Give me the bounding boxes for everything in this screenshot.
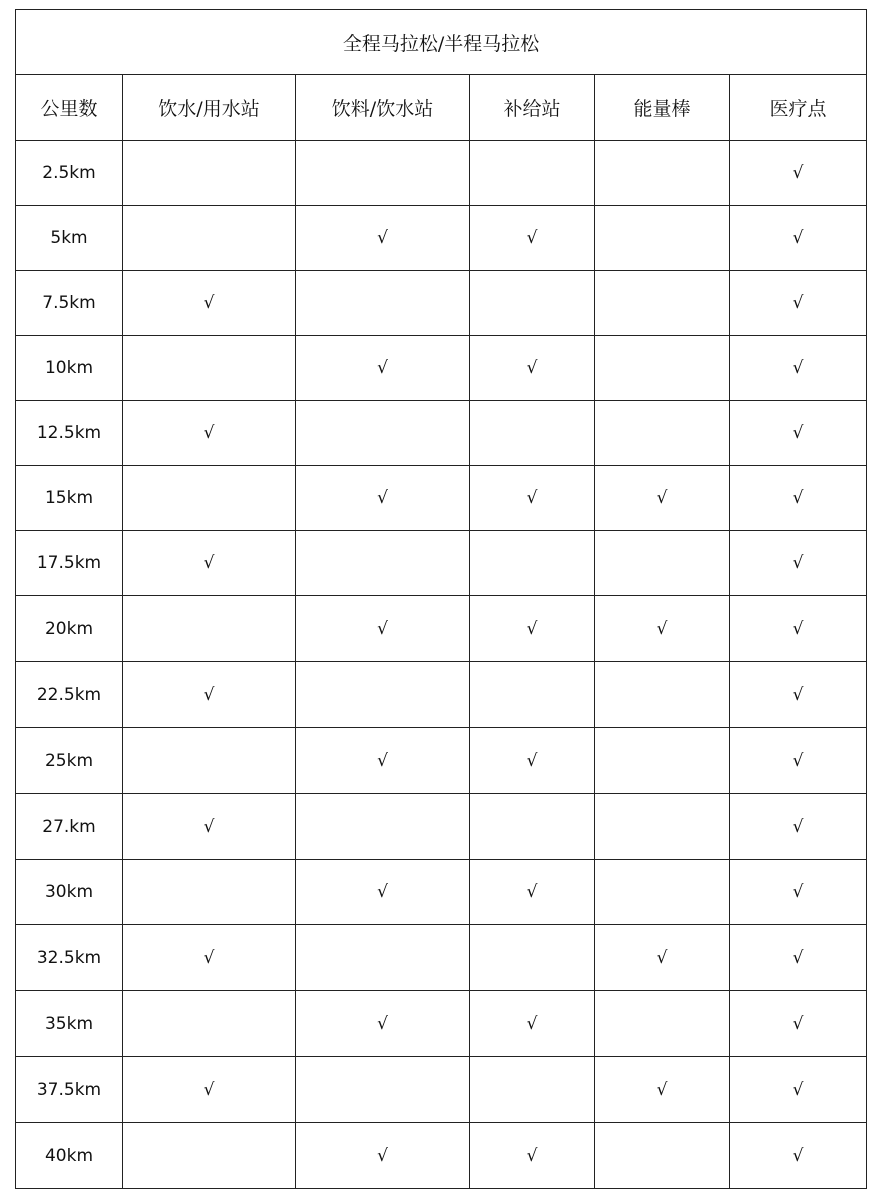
drink-station-mark <box>296 925 470 991</box>
drink-station-mark <box>296 794 470 860</box>
energy-bar-mark <box>595 794 730 860</box>
table-row <box>16 925 867 991</box>
km-cell: 5km <box>16 206 123 271</box>
medical-point-mark: √ <box>730 141 867 206</box>
km-cell: 12.5km <box>16 401 123 466</box>
medical-point-mark: √ <box>730 662 867 728</box>
drink-station-mark: √ <box>296 1123 470 1189</box>
drink-station-mark: √ <box>296 206 470 271</box>
energy-bar-mark <box>595 991 730 1057</box>
table-row <box>16 1123 867 1189</box>
supply-station-mark <box>470 662 595 728</box>
table-row <box>16 662 867 728</box>
supply-station-mark: √ <box>470 991 595 1057</box>
supply-station-mark <box>470 1057 595 1123</box>
energy-bar-mark <box>595 141 730 206</box>
km-cell: 25km <box>16 728 123 794</box>
km-cell: 2.5km <box>16 141 123 206</box>
medical-point-mark: √ <box>730 336 867 401</box>
supply-station-mark: √ <box>470 336 595 401</box>
drink-station-mark: √ <box>296 728 470 794</box>
water-station-mark: √ <box>123 662 296 728</box>
medical-point-mark: √ <box>730 1057 867 1123</box>
supply-station-mark <box>470 401 595 466</box>
km-cell: 7.5km <box>16 271 123 336</box>
water-station-mark <box>123 206 296 271</box>
drink-station-mark: √ <box>296 991 470 1057</box>
header-drink-station: 饮料/饮水站 <box>296 75 470 141</box>
supply-station-mark <box>470 141 595 206</box>
water-station-mark: √ <box>123 794 296 860</box>
km-cell: 30km <box>16 860 123 925</box>
km-cell: 40km <box>16 1123 123 1189</box>
energy-bar-mark: √ <box>595 596 730 662</box>
medical-point-mark: √ <box>730 991 867 1057</box>
table-row <box>16 1057 867 1123</box>
km-cell: 27.km <box>16 794 123 860</box>
table-row <box>16 531 867 596</box>
table-row <box>16 336 867 401</box>
water-station-mark: √ <box>123 531 296 596</box>
energy-bar-mark: √ <box>595 925 730 991</box>
drink-station-mark: √ <box>296 596 470 662</box>
header-medical-point: 医疗点 <box>730 75 867 141</box>
energy-bar-mark <box>595 401 730 466</box>
water-station-mark <box>123 860 296 925</box>
km-cell: 20km <box>16 596 123 662</box>
title-row <box>16 10 867 75</box>
water-station-mark <box>123 991 296 1057</box>
medical-point-mark: √ <box>730 860 867 925</box>
table-row <box>16 596 867 662</box>
water-station-mark <box>123 596 296 662</box>
drink-station-mark <box>296 141 470 206</box>
supply-station-mark: √ <box>470 1123 595 1189</box>
drink-station-mark: √ <box>296 466 470 531</box>
table-row <box>16 401 867 466</box>
table-row <box>16 206 867 271</box>
drink-station-mark <box>296 662 470 728</box>
medical-point-mark: √ <box>730 206 867 271</box>
supply-station-mark <box>470 271 595 336</box>
km-cell: 37.5km <box>16 1057 123 1123</box>
energy-bar-mark <box>595 271 730 336</box>
medical-point-mark: √ <box>730 466 867 531</box>
header-water-station: 饮水/用水站 <box>123 75 296 141</box>
table-row <box>16 794 867 860</box>
header-energy-bar: 能量棒 <box>595 75 730 141</box>
km-cell: 22.5km <box>16 662 123 728</box>
water-station-mark <box>123 336 296 401</box>
drink-station-mark <box>296 1057 470 1123</box>
marathon-aid-station-table <box>15 9 867 1189</box>
km-cell: 15km <box>16 466 123 531</box>
table-row <box>16 466 867 531</box>
header-km: 公里数 <box>16 75 123 141</box>
supply-station-mark <box>470 794 595 860</box>
energy-bar-mark <box>595 1123 730 1189</box>
energy-bar-mark: √ <box>595 1057 730 1123</box>
supply-station-mark: √ <box>470 596 595 662</box>
medical-point-mark: √ <box>730 728 867 794</box>
medical-point-mark: √ <box>730 271 867 336</box>
water-station-mark: √ <box>123 271 296 336</box>
km-cell: 17.5km <box>16 531 123 596</box>
water-station-mark: √ <box>123 925 296 991</box>
table-title: 全程马拉松/半程马拉松 <box>16 10 867 75</box>
energy-bar-mark <box>595 206 730 271</box>
supply-station-mark <box>470 531 595 596</box>
drink-station-mark <box>296 531 470 596</box>
water-station-mark: √ <box>123 401 296 466</box>
medical-point-mark: √ <box>730 401 867 466</box>
km-cell: 32.5km <box>16 925 123 991</box>
supply-station-mark: √ <box>470 466 595 531</box>
medical-point-mark: √ <box>730 1123 867 1189</box>
supply-station-mark: √ <box>470 860 595 925</box>
energy-bar-mark <box>595 728 730 794</box>
water-station-mark: √ <box>123 1057 296 1123</box>
medical-point-mark: √ <box>730 531 867 596</box>
drink-station-mark <box>296 401 470 466</box>
energy-bar-mark <box>595 860 730 925</box>
medical-point-mark: √ <box>730 794 867 860</box>
energy-bar-mark <box>595 662 730 728</box>
supply-station-mark <box>470 925 595 991</box>
medical-point-mark: √ <box>730 925 867 991</box>
table-row <box>16 860 867 925</box>
water-station-mark <box>123 1123 296 1189</box>
table-row <box>16 271 867 336</box>
drink-station-mark: √ <box>296 860 470 925</box>
header-supply-station: 补给站 <box>470 75 595 141</box>
supply-station-mark: √ <box>470 728 595 794</box>
table-row <box>16 141 867 206</box>
water-station-mark <box>123 141 296 206</box>
header-row <box>16 75 867 141</box>
table-row <box>16 991 867 1057</box>
table-row <box>16 728 867 794</box>
supply-station-mark: √ <box>470 206 595 271</box>
medical-point-mark: √ <box>730 596 867 662</box>
km-cell: 10km <box>16 336 123 401</box>
energy-bar-mark: √ <box>595 466 730 531</box>
energy-bar-mark <box>595 531 730 596</box>
drink-station-mark <box>296 271 470 336</box>
water-station-mark <box>123 728 296 794</box>
energy-bar-mark <box>595 336 730 401</box>
km-cell: 35km <box>16 991 123 1057</box>
water-station-mark <box>123 466 296 531</box>
drink-station-mark: √ <box>296 336 470 401</box>
